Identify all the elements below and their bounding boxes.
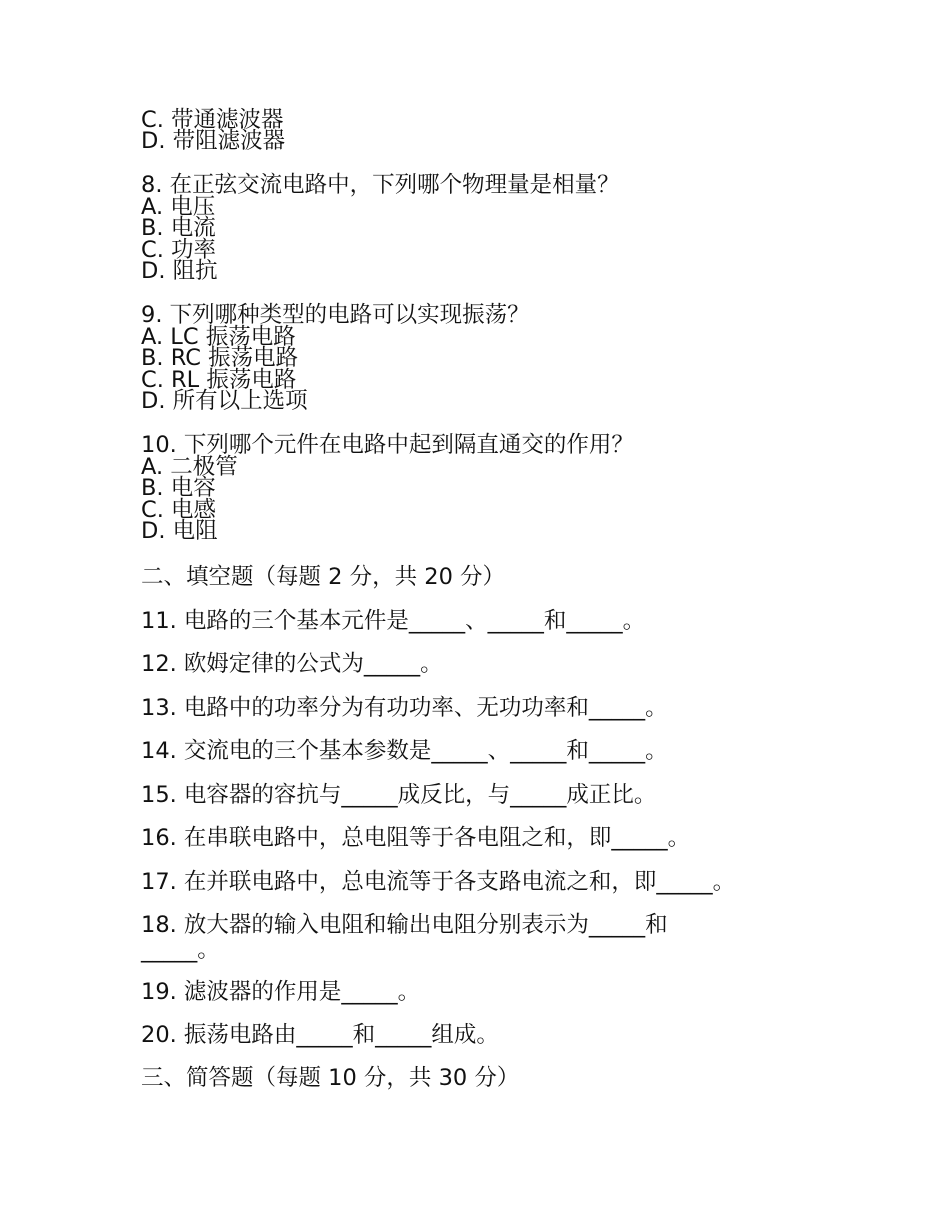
q10-option-d: D. 电阻 bbox=[141, 518, 218, 544]
q9-option-d: D. 所有以上选项 bbox=[141, 388, 308, 414]
q7-option-d: D. 带阻滤波器 bbox=[141, 128, 286, 154]
q9-option-a: A. LC 振荡电路 bbox=[141, 324, 296, 350]
q18-item: 18. 放大器的输入电阻和输出电阻分别表示为_____和 bbox=[141, 912, 668, 938]
q8-option-b: B. 电流 bbox=[141, 215, 216, 241]
q8-option-d: D. 阻抗 bbox=[141, 258, 218, 284]
section2-heading: 二、填空题（每题 2 分，共 20 分） bbox=[141, 564, 506, 590]
q10-option-b: B. 电容 bbox=[141, 475, 216, 501]
q7-option-c: C. 带通滤波器 bbox=[141, 107, 284, 133]
q8-option-a: A. 电压 bbox=[141, 194, 216, 220]
q10-option-a: A. 二极管 bbox=[141, 454, 238, 480]
q17-item: 17. 在并联电路中，总电流等于各支路电流之和，即_____。 bbox=[141, 869, 736, 895]
q13-item: 13. 电路中的功率分为有功功率、无功功率和_____。 bbox=[141, 695, 668, 721]
q19-item: 19. 滤波器的作用是_____。 bbox=[141, 979, 421, 1005]
q12-item: 12. 欧姆定律的公式为_____。 bbox=[141, 651, 443, 677]
q20-item: 20. 振荡电路由_____和_____组成。 bbox=[141, 1022, 499, 1048]
q10-option-c: C. 电感 bbox=[141, 497, 217, 523]
q16-item: 16. 在串联电路中，总电阻等于各电阻之和，即_____。 bbox=[141, 825, 691, 851]
q10-question: 10. 下列哪个元件在电路中起到隔直通交的作用？ bbox=[141, 432, 634, 458]
q14-item: 14. 交流电的三个基本参数是_____、_____和_____。 bbox=[141, 738, 668, 764]
q8-option-c: C. 功率 bbox=[141, 237, 217, 263]
section3-heading: 三、简答题（每题 10 分，共 30 分） bbox=[141, 1065, 520, 1091]
q9-question: 9. 下列哪种类型的电路可以实现振荡？ bbox=[141, 302, 530, 328]
q18-item-continued: _____。 bbox=[141, 937, 220, 963]
q9-option-c: C. RL 振荡电路 bbox=[141, 367, 297, 393]
q11-item: 11. 电路的三个基本元件是_____、_____和_____。 bbox=[141, 608, 646, 634]
q9-option-b: B. RC 振荡电路 bbox=[141, 345, 299, 371]
q8-question: 8. 在正弦交流电路中，下列哪个物理量是相量？ bbox=[141, 172, 620, 198]
q15-item: 15. 电容器的容抗与_____成反比，与_____成正比。 bbox=[141, 782, 657, 808]
